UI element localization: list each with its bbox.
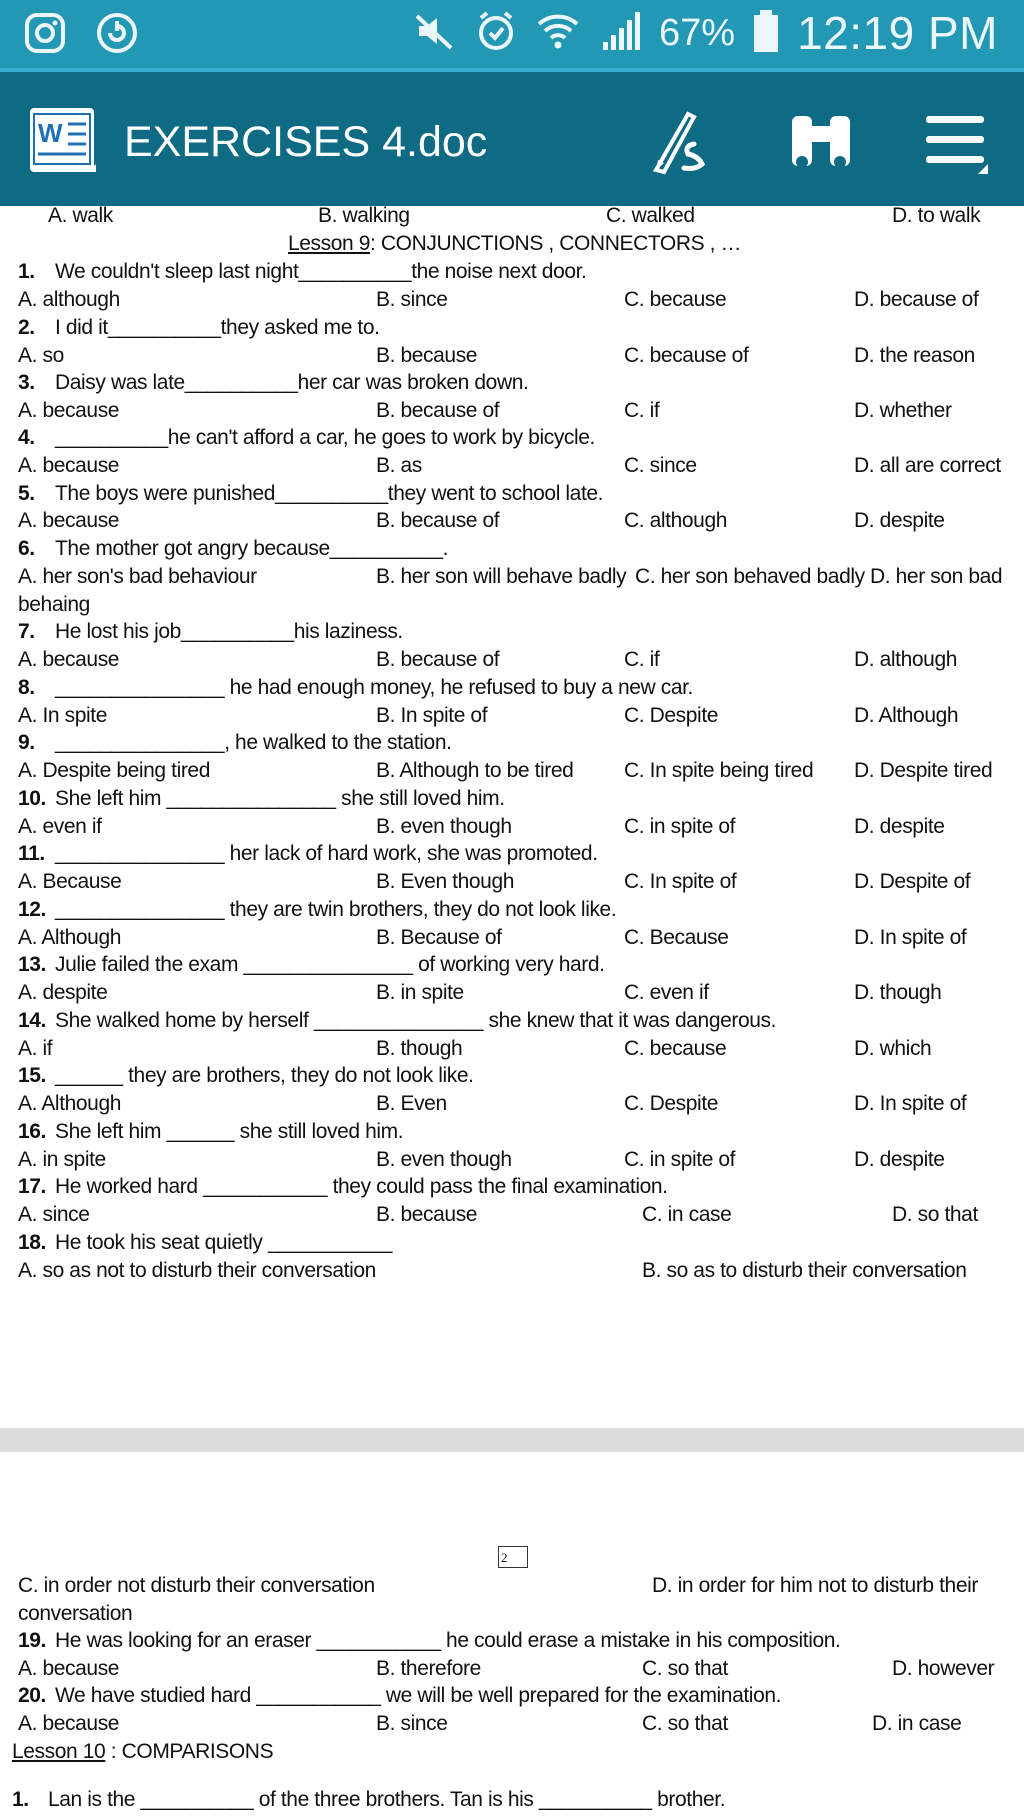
question-9-options: A. Despite being tired B. Although to be tired C. In spite being tired D. Despite tired bbox=[18, 759, 993, 782]
question-20: 20. We have studied hard ___________ we will be well prepared for the examination. bbox=[18, 1684, 782, 1707]
question-2-options: A. so B. because C. because of D. the reason bbox=[18, 344, 975, 367]
question-6: 6. The mother got angry because__________. bbox=[18, 537, 449, 560]
question-4-options: A. because B. as C. since D. all are correct bbox=[18, 454, 1001, 477]
question-16: 16. She left him ______ she still loved him. bbox=[18, 1120, 404, 1143]
question-1: 1. We couldn't sleep last night__________the noise next door. bbox=[18, 260, 587, 283]
question-7-options: A. because B. because of C. if D. although bbox=[18, 648, 958, 671]
question-13: 13. Julie failed the exam _______________ of working very hard. bbox=[18, 953, 605, 976]
question-7: 7. He lost his job__________his laziness. bbox=[18, 620, 403, 643]
question-6-options-cont: behaing bbox=[18, 593, 90, 616]
question-6-options: A. her son's bad behaviour B. her son will behave badly C. her son behaved badly D. her son bad bbox=[18, 565, 1003, 588]
question-10: 10. She left him _______________ she still loved him. bbox=[18, 787, 505, 810]
question-5-options: A. because B. because of C. although D. despite bbox=[18, 509, 945, 532]
page-break-separator bbox=[0, 1428, 1024, 1452]
question-8: 8. _______________ he had enough money, he refused to buy a new car. bbox=[18, 676, 693, 699]
question-1-options: A. although B. since C. because D. because of bbox=[18, 288, 979, 311]
question-18: 18. He took his seat quietly ___________ bbox=[18, 1231, 393, 1254]
lesson-10-question-1: 1. Lan is the __________ of the three brothers. Tan is his __________ brother. bbox=[12, 1788, 726, 1811]
clock: 12:19 PM bbox=[797, 7, 998, 59]
question-18-options-cont: conversation bbox=[18, 1602, 133, 1625]
lesson-10-heading: Lesson 10 : COMPARISONS bbox=[12, 1740, 274, 1763]
page-number-box: 2 bbox=[498, 1546, 528, 1568]
pen-edit-icon[interactable] bbox=[648, 108, 718, 178]
question-18-options-ab: A. so as not to disturb their conversation B. so as to disturb their conversation bbox=[18, 1259, 967, 1282]
question-2: 2. I did it__________they asked me to. bbox=[18, 316, 380, 339]
question-14: 14. She walked home by herself _______________ she knew that it was dangerous. bbox=[18, 1009, 777, 1032]
alarm-icon bbox=[473, 8, 519, 59]
question-12: 12. _______________ they are twin brothers, they do not look like. bbox=[18, 898, 617, 921]
question-14-options: A. if B. though C. because D. which bbox=[18, 1037, 932, 1060]
signal-icon bbox=[597, 8, 643, 59]
question-3-options: A. because B. because of C. if D. whether bbox=[18, 399, 952, 422]
question-12-options: A. Although B. Because of C. Because D. In spite of bbox=[18, 926, 967, 949]
question-4: 4. __________he can't afford a car, he goes to work by bicycle. bbox=[18, 426, 595, 449]
question-11: 11. _______________ her lack of hard work, she was promoted. bbox=[18, 842, 598, 865]
binoculars-find-icon[interactable] bbox=[786, 108, 856, 178]
question-15: 15. ______ they are brothers, they do not look like. bbox=[18, 1064, 474, 1087]
status-bar bbox=[0, 0, 1024, 68]
battery-icon bbox=[751, 8, 781, 59]
document-title: EXERCISES 4.doc bbox=[124, 118, 488, 166]
menu-icon[interactable] bbox=[922, 108, 992, 178]
question-9: 9. _______________, he walked to the station. bbox=[18, 731, 452, 754]
question-20-options: A. because B. since C. so that D. in case bbox=[18, 1712, 962, 1735]
question-17: 17. He worked hard ___________ they could pass the final examination. bbox=[18, 1175, 668, 1198]
question-18-options-cd: C. in order not disturb their conversation D. in order for him not to disturb their bbox=[18, 1574, 978, 1597]
question-13-options: A. despite B. in spite C. even if D. though bbox=[18, 981, 942, 1004]
question-17-options: A. since B. because C. in case D. so that bbox=[18, 1203, 978, 1226]
question-5: 5. The boys were punished__________they went to school late. bbox=[18, 482, 604, 505]
lesson-9-heading: Lesson 9: CONJUNCTIONS , CONNECTORS , … bbox=[288, 232, 742, 255]
question-10-options: A. even if B. even though C. in spite of D. despite bbox=[18, 815, 945, 838]
app-toolbar bbox=[0, 68, 1024, 206]
svg-text:W: W bbox=[38, 118, 63, 148]
question-11-options: A. Because B. Even though C. In spite of D. Despite of bbox=[18, 870, 971, 893]
question-3: 3. Daisy was late__________her car was broken down. bbox=[18, 371, 529, 394]
question-15-options: A. Although B. Even C. Despite D. In spite of bbox=[18, 1092, 967, 1115]
wifi-icon bbox=[535, 8, 581, 59]
instagram-icon bbox=[22, 10, 68, 61]
question-19: 19. He was looking for an eraser ___________ he could erase a mistake in his composition. bbox=[18, 1629, 841, 1652]
sync-app-icon bbox=[94, 10, 140, 61]
question-19-options: A. because B. therefore C. so that D. however bbox=[18, 1657, 995, 1680]
question-16-options: A. in spite B. even though C. in spite of D. despite bbox=[18, 1148, 945, 1171]
question-8-options: A. In spite B. In spite of C. Despite D. Although bbox=[18, 704, 959, 727]
battery-percent: 67% bbox=[659, 11, 736, 54]
prev-question-options: A. walk B. walking C. walked D. to walk bbox=[48, 204, 981, 227]
mute-icon bbox=[411, 8, 457, 59]
word-doc-icon[interactable] bbox=[30, 108, 94, 172]
